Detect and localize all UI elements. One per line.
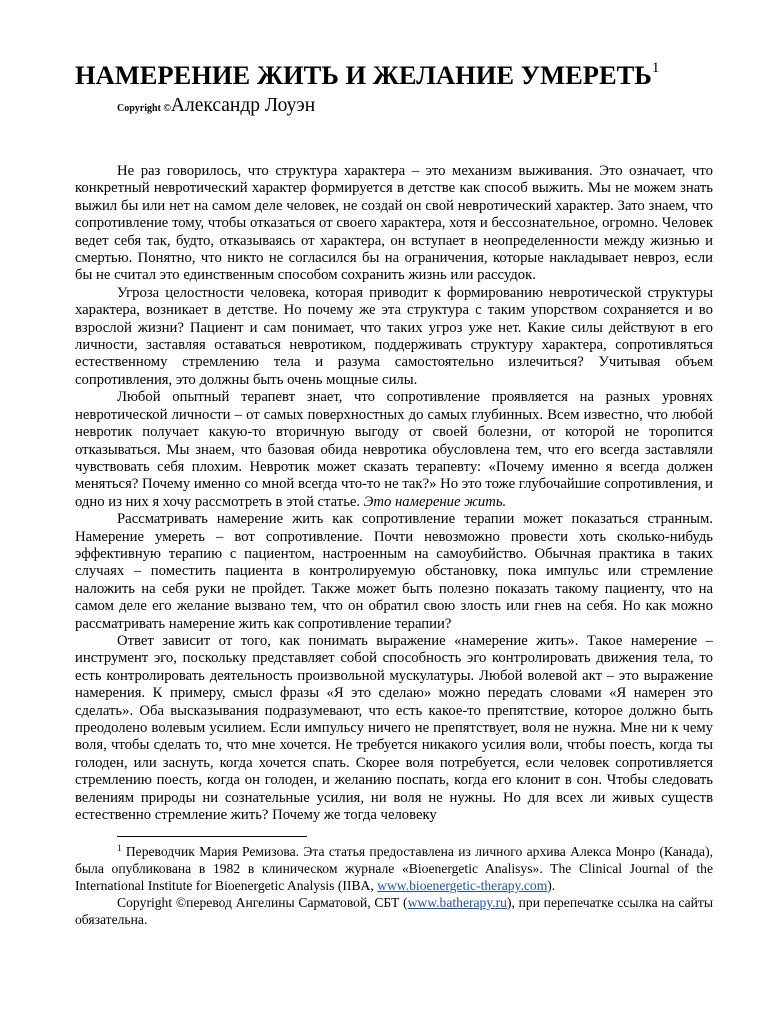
document-title-text: НАМЕРЕНИЕ ЖИТЬ И ЖЕЛАНИЕ УМЕРЕТЬ [75,60,652,90]
paragraph [75,285,713,389]
byline-author: Александр Лоуэн [170,95,316,116]
footnote-separator [117,836,307,837]
document-title [75,58,715,92]
footnote-2-end: ), при перепечатке ссылка на сайты обязательна. [75,895,713,927]
paragraph [75,511,713,633]
bioenergetic-therapy-link[interactable]: www.bioenergetic-therapy.com [377,878,548,893]
footnotes [75,843,713,928]
batherapy-link[interactable]: www.batherapy.ru [407,895,507,910]
footnote-1 [75,843,713,894]
paragraph-text: Угроза целостности человека, которая приводит к формированию невротической структуры характера, возникает в детстве. Но почему же эта структура с таким упорством сохраняется и во взрослой жизни? Пациент и сам понимает, что таких угроз уже нет. Какие силы действуют в его личности, заставляя оставаться невротиком, поддерживать структуру характера, сопротивляться естественному стремлению тела и разума самостоятельно излечиться? Учитывая объем сопротивления, это должны быть очень мощные силы. [75,284,713,388]
paragraph-text: Любой опытный терапевт знает, что сопротивление проявляется на разных уровнях невротической личности – от самых поверхностных до самых глубинных. Всем известно, что любой невротик получает какую-то вторичную выгоду от своей болезни, от которой не торопится отказываться. Мы знаем, что базовая обида невротика обусловлена тем, что его всегда заставляли чувствовать себя плохим. Невротик может сказать терапевту: «Почему именно я всегда должен меняться? Почему именно со мной всегда что-то не так?» Но это тоже глубочайшие сопротивления, и одно из них я хочу рассмотреть в этой статье. [75,389,713,510]
paragraph-text: Не раз говорилось, что структура характера – это механизм выживания. Это означает, что конкретный невротический характер формируется в детстве как способ выжить. Мы не можем знать выжил бы или нет на самом деле человек, не создай он свой невротический характер. Зато знаем, что сопротивление тому, чтобы отказаться от своего характера, хотя и бессознательное, огромно. Человек ведет себя так, будто, отказываясь от характера, он вступает в неопределенности между жизнью и смертью. Понятно, что никто не согласился бы на ограничения, которые накладывает невроз, если бы не считал это единственным способом сохранить жизнь или рассудок. [75,163,713,284]
byline-copyright: Copyright © [117,103,171,114]
footnote-mark: 1 [117,843,122,853]
footnote-2-text: Copyright ©перевод Ангелины Сарматовой, СБТ ( [117,895,408,910]
paragraph [75,389,713,511]
author-byline [117,93,315,122]
paragraph [75,633,713,824]
article-body [75,163,713,824]
paragraph-italic-tail: Это намерение жить. [363,493,507,510]
paragraph-text: Рассматривать намерение жить как сопротивление терапии может показаться странным. Намерение умереть – вот сопротивление. Почти невозможно провести хоть сколько-нибудь эффективную терапию с пациентом, настроенным на самоубийство. Обычная практика в таких случаях – поместить пациента в контролируемую обстановку, пока импульс или стремление наложить на себя руки не пройдет. Также может быть полезно показать такому пациенту, что на самом деле его желание вызвано тем, что он обратил свою злость или гнев на себя. Но как можно рассматривать намерение жить как сопротивление терапии? [75,511,713,632]
footnote-1-text: Переводчик Мария Ремизова. Эта статья предоставлена из личного архива Алекса Монро (Канада), была опубликована в 1982 в клиническом журнале «Bioenergetic Analisys». The Clinical Journal of the International Institute for Bioenergetic Analysis (IIBA, [75,844,713,893]
title-footnote-mark[interactable]: 1 [651,60,660,76]
paragraph-text: Ответ зависит от того, как понимать выражение «намерение жить». Такое намерение – инструмент эго, поскольку представляет собой способность эго контролировать движения тела, то есть контролировать деятельность произвольной мускулатуры. Любой волевой акт – это выражение намерения. К примеру, смысл фразы «Я это сделаю» можно передать словами «Я намерен это сделать». Оба высказывания подразумевают, что есть какое-то препятствие, которое должно быть преодолено волевым усилием. Если импульсу ничего не препятствует, воля не нужна. Мне ни к чему воля, чтобы сделать то, что мне хочется. Не требуется никакого усилия воли, чтобы поесть, когда ты голоден, или заснуть, когда хочется спать. Скорее воля потребуется, если человек сопротивляется стремлению поесть, когда он голоден, и желанию поспать, когда его клонит в сон. Чтобы следовать велениям природы ни сознательные усилия, ни воля не нужны. Но для всех ли живых существ естественно стремление жить? Почему же тогда человеку [75,632,713,824]
paragraph [75,163,713,285]
footnote-1-end: ). [547,878,556,893]
footnote-2 [75,894,713,928]
